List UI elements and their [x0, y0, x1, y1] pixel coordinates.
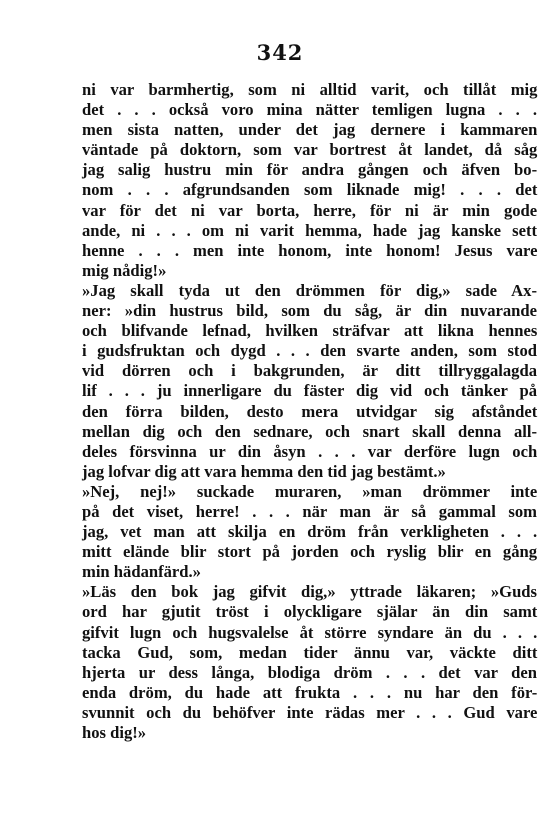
text-line: mellan dig och den sednare, och snart skall denna all-	[82, 421, 537, 441]
text-line: ner: »din hustrus bild, som du såg, är din nuvarande	[82, 301, 537, 321]
paragraph	[82, 582, 537, 743]
text-line: det . . . också voro mina nätter temligen lugna . . .	[82, 100, 537, 120]
text-line: »Läs den bok jag gifvit dig,» yttrade läkaren; »Guds	[82, 582, 537, 602]
text-line: hos dig!»	[82, 723, 147, 742]
text-line: väntade på doktorn, som var bortrest åt landet, då såg	[82, 140, 538, 160]
text-line: svunnit och du behöfver inte rädas mer . . . Gud vare	[82, 702, 538, 722]
body-text	[82, 80, 537, 743]
paragraph	[82, 80, 537, 281]
text-line: gifvit lugn och hugsvalelse åt större syndare än du . . .	[82, 622, 538, 642]
text-line: jag, vet man att skilja en dröm från verkligheten . . .	[82, 522, 538, 542]
text-line: ande, ni . . . om ni varit hemma, hade jag kanske sett	[82, 220, 537, 240]
text-line: mig nådig!»	[82, 260, 167, 280]
text-line: och blifvande lefnad, hvilken sträfvar att likna hennes	[82, 321, 538, 341]
paragraph	[82, 281, 537, 482]
text-line: ni var barmhertig, som ni alltid varit, och tillåt mig	[82, 80, 538, 99]
text-line: mitt elände blir stort på jorden och ryslig blir en gång	[82, 542, 538, 562]
text-line: nom . . . afgrundsanden som liknade mig! . . . det	[82, 180, 538, 200]
text-line: lif . . . ju innerligare du fäster dig vid och tänker på	[82, 381, 537, 401]
text-line: var för det ni var borta, herre, för ni är min gode	[82, 200, 538, 220]
text-line: tacka Gud, som, medan tider ännu var, väckte ditt	[82, 642, 538, 662]
page-number: 342	[256, 40, 304, 65]
text-line: min hädanfärd.»	[82, 562, 201, 582]
text-line: ord har gjutit tröst i olyckligare själar än din samt	[82, 602, 538, 622]
paragraph	[82, 482, 537, 582]
text-line: hjerta ur dess långa, blodiga dröm . . . det var den	[82, 662, 537, 682]
text-line: vid dörren och i bakgrunden, är ditt tillryggalagda	[82, 361, 537, 381]
text-line: »Nej, nej!» suckade muraren, »man drömmer inte	[82, 481, 538, 501]
text-line: men sista natten, under det jag dernere i kammaren	[82, 120, 538, 140]
text-line: jag salig hustru min för andra gången och äfven bo-	[82, 160, 538, 180]
text-line: på det viset, herre! . . . när man är så gammal som	[82, 501, 537, 521]
text-line: den förra bilden, desto mera utvidgar sig afståndet	[82, 401, 538, 421]
text-line: »Jag skall tyda ut den drömmen för dig,» sade Ax-	[82, 280, 537, 300]
text-line: deles försvinna ur din åsyn . . . var derföre lugn och	[82, 441, 538, 461]
text-line: i gudsfruktan och dygd . . . den svarte anden, som stod	[82, 341, 537, 361]
text-line: jag lofvar dig att vara hemma den tid jag bestämt.»	[82, 461, 446, 481]
text-line: enda dröm, du hade att frukta . . . nu har den för-	[82, 682, 538, 702]
text-line: henne . . . men inte honom, inte honom! Jesus vare	[82, 240, 538, 260]
